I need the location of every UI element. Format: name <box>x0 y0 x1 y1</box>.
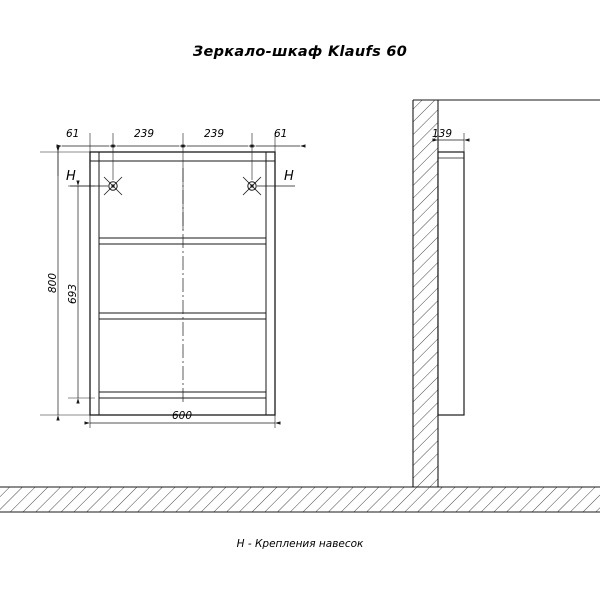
mount-label-right: H <box>284 169 294 184</box>
dim-seg-4-label: 61 <box>274 128 288 140</box>
dimension-overall-height <box>40 152 95 415</box>
front-view-cabinet <box>90 152 275 415</box>
dim-seg-3-label: 239 <box>204 128 225 140</box>
footnote-text: H - Крепления навесок <box>236 538 364 550</box>
dim-side-depth-label: 139 <box>432 128 453 140</box>
mount-label-left: H <box>66 169 76 184</box>
wall-hatch <box>414 101 438 487</box>
ground-line-group <box>0 487 600 512</box>
floor-hatch <box>0 488 600 512</box>
page-title: Зеркало-шкаф Klaufs 60 <box>192 44 408 60</box>
dim-overall-width-label: 600 <box>172 410 193 422</box>
dim-inner-height-label: 693 <box>67 283 79 305</box>
dim-overall-height-label: 800 <box>47 272 59 294</box>
dim-seg-2-label: 239 <box>134 128 155 140</box>
side-view-cabinet <box>438 152 464 415</box>
dim-seg-1-label: 61 <box>66 128 80 140</box>
